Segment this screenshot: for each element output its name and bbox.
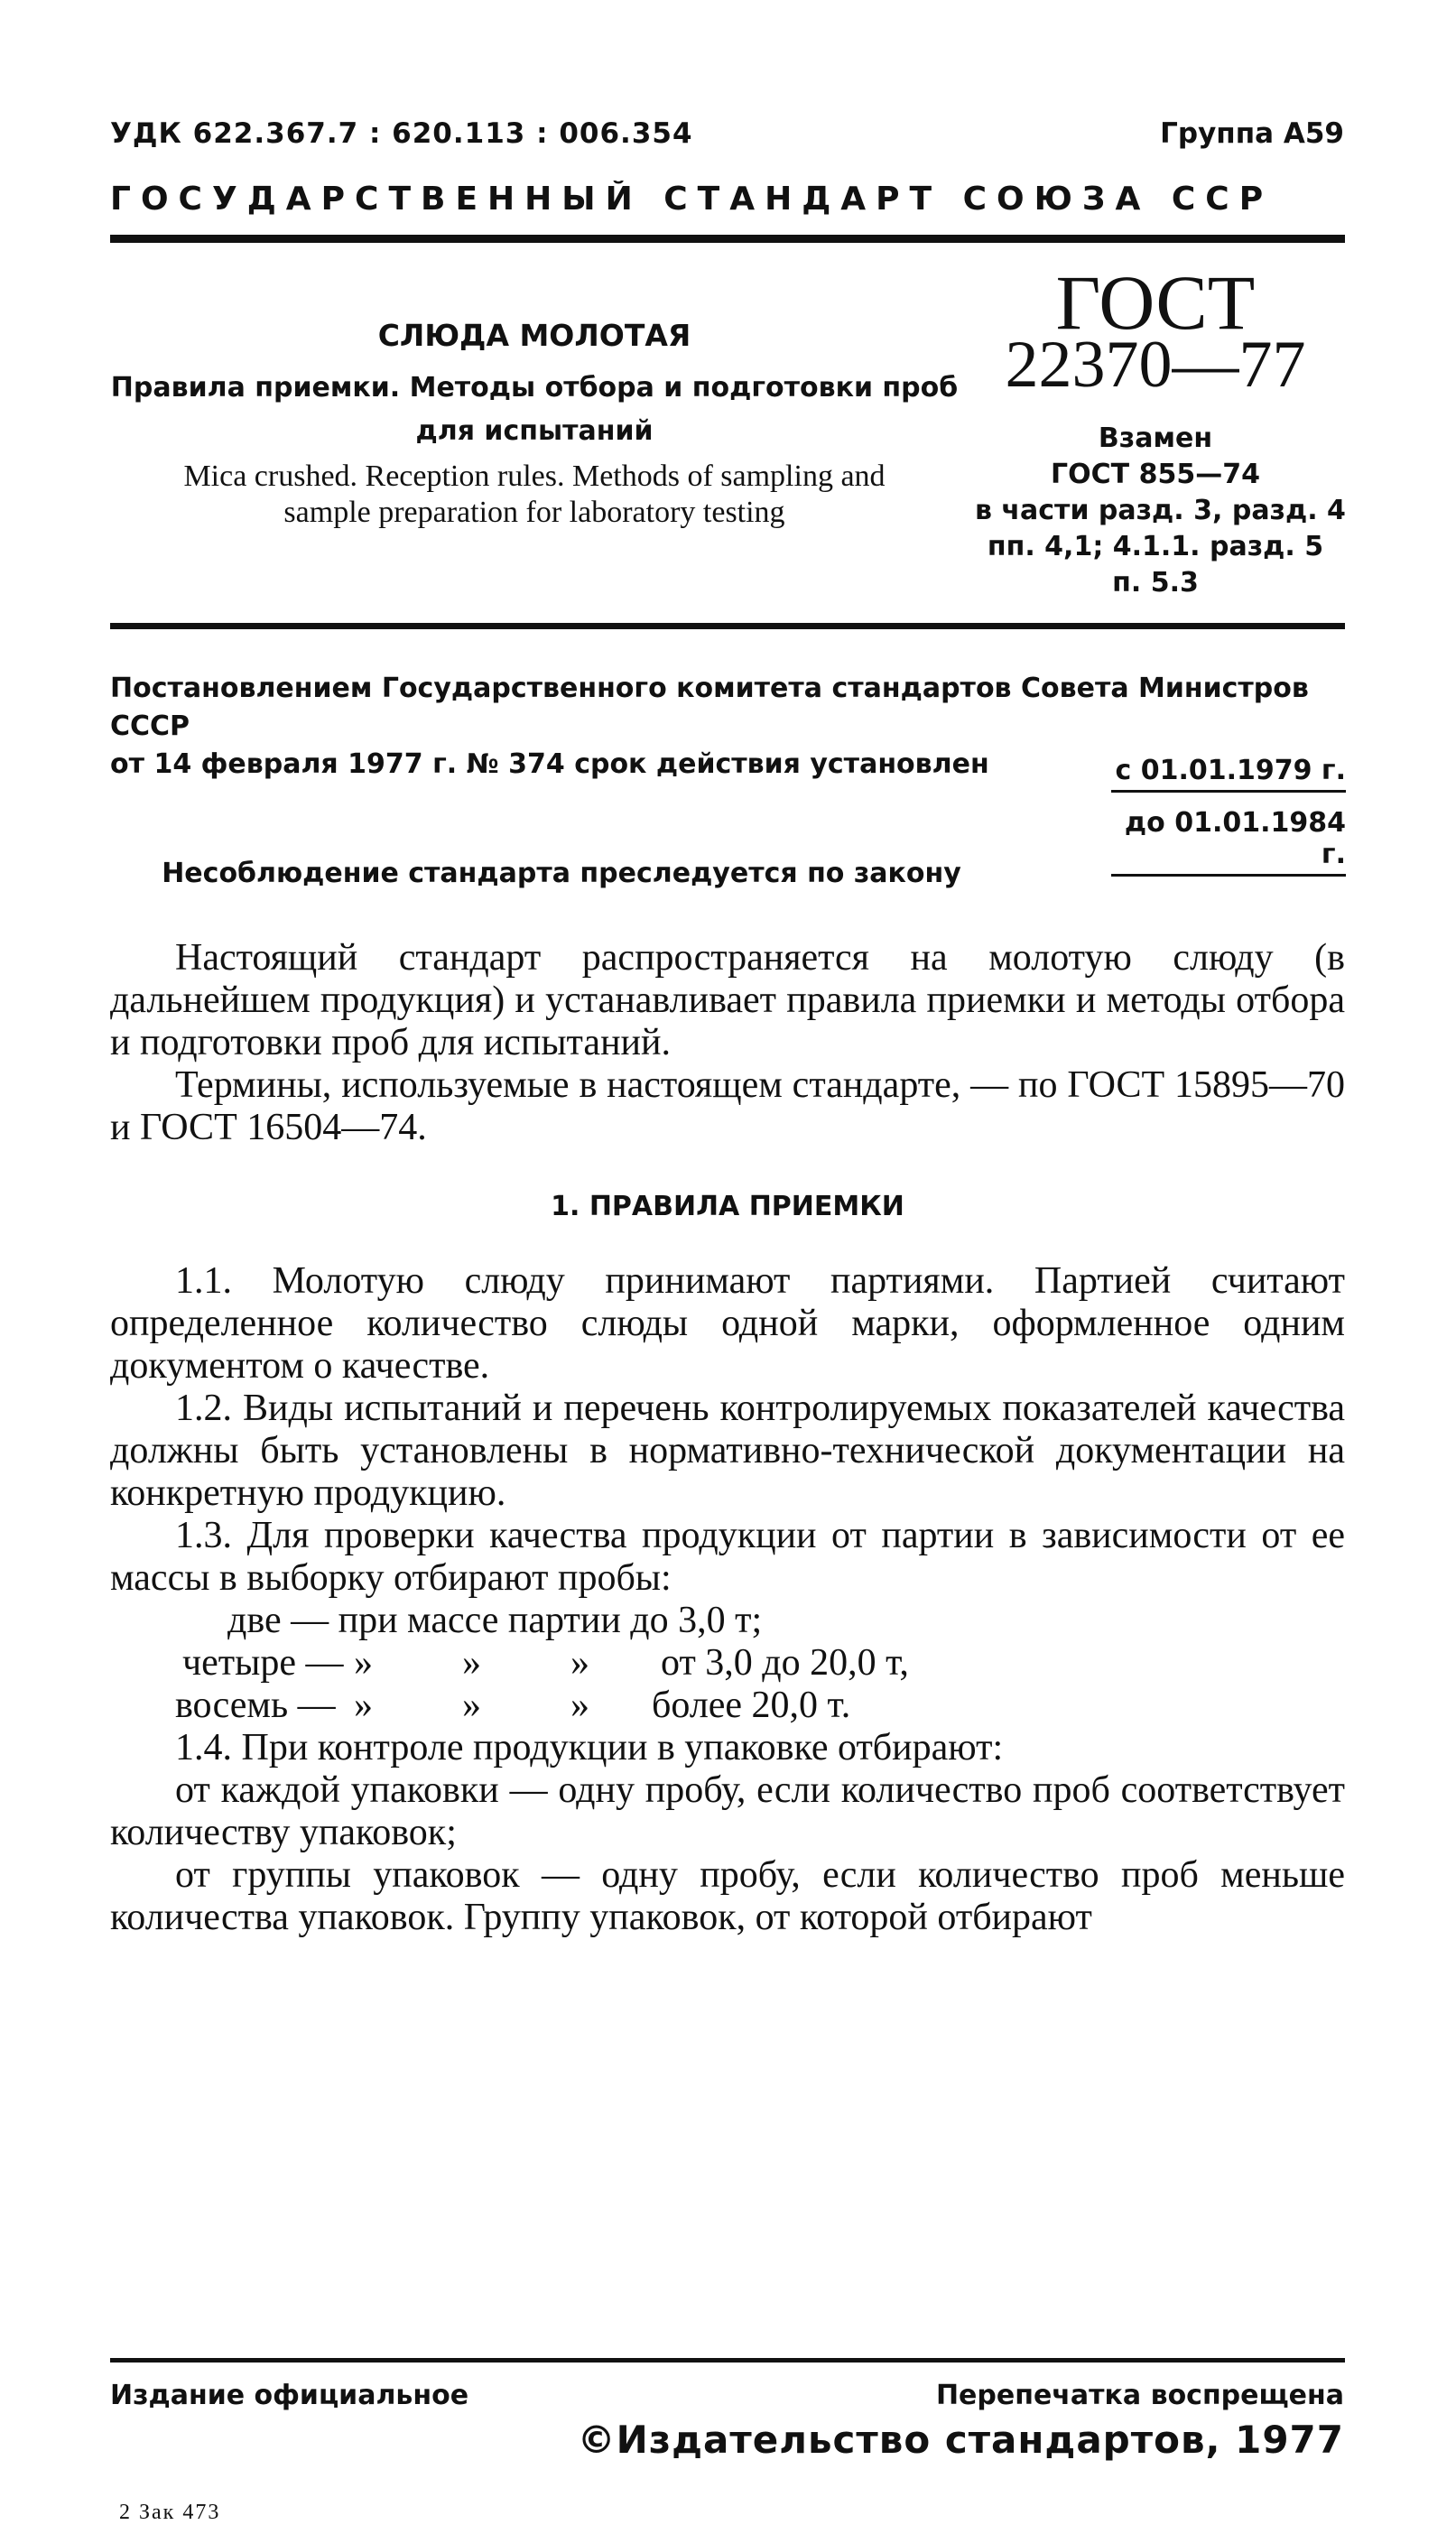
intro-paragraph-1: Настоящий стандарт распространяется на молотую слюду (в дальнейшем продукция) и устанавливает правила приемки и методы отбора и подготовки проб для испытаний. (110, 937, 1345, 1063)
publisher-copyright: ©Издательство стандартов, 1977 (577, 2418, 1344, 2462)
list-item-2-range: от 3,0 до 20,0 т, (661, 1642, 909, 1684)
list-item-3-range: более 20,0 т. (652, 1685, 851, 1726)
document-subtitle (110, 367, 959, 453)
reprint-prohibited-label: Перепечатка воспрещена (935, 2380, 1344, 2411)
footer-rule (110, 2358, 1345, 2363)
list-item-3 (110, 1685, 1345, 1727)
state-standard-banner: ГОСУДАРСТВЕННЫЙ СТАНДАРТ СОЮЗА ССР (110, 181, 1274, 218)
list-item-2-label: четыре — (182, 1642, 344, 1684)
list-item-2 (110, 1642, 1345, 1685)
paragraph-1-4-a: от каждой упаковки — одну пробу, если количество проб соответствует количеству упаковок; (110, 1769, 1345, 1853)
replaces-note (975, 421, 1346, 601)
replaces-line-5: п. 5.3 (1112, 567, 1199, 599)
english-title-line-1: Mica crushed. Reception rules. Methods of sampling and (183, 460, 886, 493)
udk-code: УДК 622.367.7 : 620.113 : 006.354 (110, 117, 693, 150)
paragraph-1-3: 1.3. Для проверки качества продукции от партии в зависимости от ее массы в выборку отбирают пробы: (110, 1515, 1345, 1599)
order-number: 2 Зак 473 (119, 2501, 221, 2524)
replaces-line-1: Взамен (1098, 422, 1213, 454)
list-item-3-ditto-3: » (570, 1685, 589, 1726)
title-block-rule (110, 623, 1345, 629)
replaces-line-2: ГОСТ 855—74 (1051, 459, 1260, 490)
english-title-line-2: sample preparation for laboratory testing (283, 496, 785, 529)
gost-number: 22370—77 (1005, 328, 1306, 402)
header-rule (110, 235, 1345, 243)
replaces-line-4: пп. 4,1; 4.1.1. разд. 5 (987, 531, 1324, 562)
decree-line-2: от 14 февраля 1977 г. № 374 срок действия установлен (110, 748, 989, 780)
subtitle-line-1: Правила приемки. Методы отбора и подготовки проб (110, 372, 959, 404)
list-item-3-ditto-1: » (354, 1685, 373, 1726)
paragraph-1-4-b: от группы упаковок — одну пробу, если количество проб меньше количества упаковок. Группу упаковок, от которой отбирают (110, 1854, 1345, 1938)
document-body (110, 937, 1345, 1939)
replaces-line-3: в части разд. 3, разд. 4 (975, 495, 1346, 526)
paragraph-1-2: 1.2. Виды испытаний и перечень контролируемых показателей качества должны быть установлены в нормативно-технической документации на конкретную продукцию. (110, 1388, 1345, 1514)
list-item-1: две — при массе партии до 3,0 т; (227, 1600, 763, 1641)
paragraph-1-4: 1.4. При контроле продукции в упаковке отбирают: (175, 1727, 1004, 1768)
date-from: с 01.01.1979 г. (1111, 749, 1346, 793)
validity-dates (1111, 749, 1346, 877)
official-edition-label: Издание официальное (110, 2380, 469, 2411)
group-code: Группа А59 (1160, 117, 1344, 150)
document-title: СЛЮДА МОЛОТАЯ (377, 318, 691, 353)
intro-paragraph-2: Термины, используемые в настоящем стандарте, — по ГОСТ 15895—70 и ГОСТ 16504—74. (110, 1064, 1345, 1148)
list-item-3-label: восемь — (175, 1685, 336, 1726)
list-item-3-ditto-2: » (462, 1685, 481, 1726)
subtitle-line-2: для испытаний (415, 415, 654, 447)
section-heading-1: 1. ПРАВИЛА ПРИЕМКИ (551, 1191, 904, 1222)
list-item-2-ditto-2: » (462, 1642, 481, 1684)
date-to: до 01.01.1984 г. (1111, 802, 1346, 877)
english-title (110, 459, 959, 531)
list-item-2-ditto-3: » (570, 1642, 589, 1684)
decree-line-1: Постановлением Государственного комитета стандартов Совета Министров СССР (110, 673, 1309, 742)
legal-warning: Несоблюдение стандарта преследуется по закону (162, 858, 961, 889)
gost-label: ГОСТ (1055, 259, 1256, 346)
paragraph-1-1: 1.1. Молотую слюду принимают партиями. Партией считают определенное количество слюды одной марки, оформленное одним документом о качестве. (110, 1260, 1345, 1387)
list-item-2-ditto-1: » (354, 1642, 373, 1684)
